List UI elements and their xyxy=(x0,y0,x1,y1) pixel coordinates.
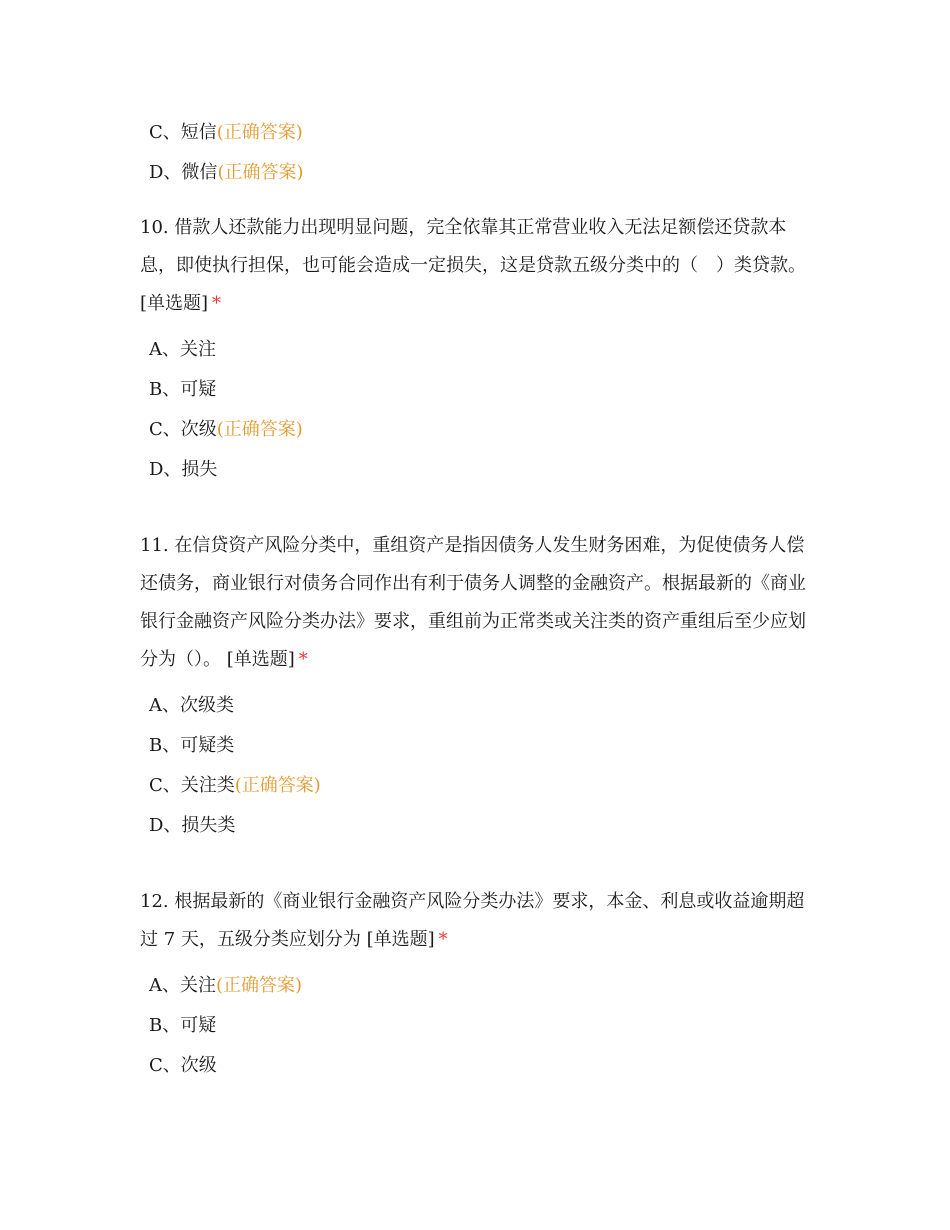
option-label: A、关注 xyxy=(149,339,216,360)
option-label: B、可疑 xyxy=(149,379,217,400)
question-11 xyxy=(140,527,820,679)
correct-answer-marker: (正确答案) xyxy=(216,419,303,440)
correct-answer-marker: (正确答案) xyxy=(216,122,303,143)
option-label: D、损失类 xyxy=(149,815,236,836)
question-text: 10. 借款人还款能力出现明显问题，完全依靠其正常营业收入无法足额偿还贷款本息，即使执行担保，也可能会造成一定损失，这是贷款五级分类中的（ ）类贷款。 [单选题] xyxy=(140,217,806,314)
question-text: 12. 根据最新的《商业银行金融资产风险分类办法》要求，本金、利息或收益逾期超过 7 天，五级分类应划分为 [单选题] xyxy=(140,891,805,950)
q9-option-d xyxy=(149,161,303,185)
required-asterisk: * xyxy=(212,293,222,314)
q11-option-d xyxy=(149,814,235,838)
correct-answer-marker: (正确答案) xyxy=(234,775,321,796)
correct-answer-marker: (正确答案) xyxy=(216,975,303,996)
option-label: C、短信 xyxy=(149,122,217,143)
option-label: D、损失 xyxy=(149,459,218,480)
option-label: C、次级 xyxy=(149,1055,217,1076)
q12-option-c xyxy=(149,1054,217,1078)
q12-option-b xyxy=(149,1014,216,1038)
q12-option-a xyxy=(149,974,302,998)
required-asterisk: * xyxy=(298,649,308,670)
q9-option-c xyxy=(149,121,303,145)
q10-option-c xyxy=(149,418,303,442)
option-label: C、次级 xyxy=(149,419,217,440)
option-label: A、关注 xyxy=(149,975,216,996)
option-label: C、关注类 xyxy=(149,775,235,796)
option-label: A、次级类 xyxy=(149,695,234,716)
correct-answer-marker: (正确答案) xyxy=(217,162,304,183)
question-10 xyxy=(140,209,820,323)
option-label: D、微信 xyxy=(149,162,218,183)
q11-option-a xyxy=(149,694,234,718)
question-12 xyxy=(140,883,820,959)
option-label: B、可疑 xyxy=(149,1015,217,1036)
q10-option-d xyxy=(149,458,217,482)
required-asterisk: * xyxy=(438,929,448,950)
q10-option-b xyxy=(149,378,216,402)
q11-option-b xyxy=(149,734,234,758)
question-text: 11. 在信贷资产风险分类中，重组资产是指因债务人发生财务困难，为促使债务人偿还债务，商业银行对债务合同作出有利于债务人调整的金融资产。根据最新的《商业银行金融资产风险分类办法》要求，重组前为正常类或关注类的资产重组后至少应划分为（）。 [单选题] xyxy=(140,535,806,670)
option-label: B、可疑类 xyxy=(149,735,235,756)
q10-option-a xyxy=(149,338,216,362)
q11-option-c xyxy=(149,774,321,798)
